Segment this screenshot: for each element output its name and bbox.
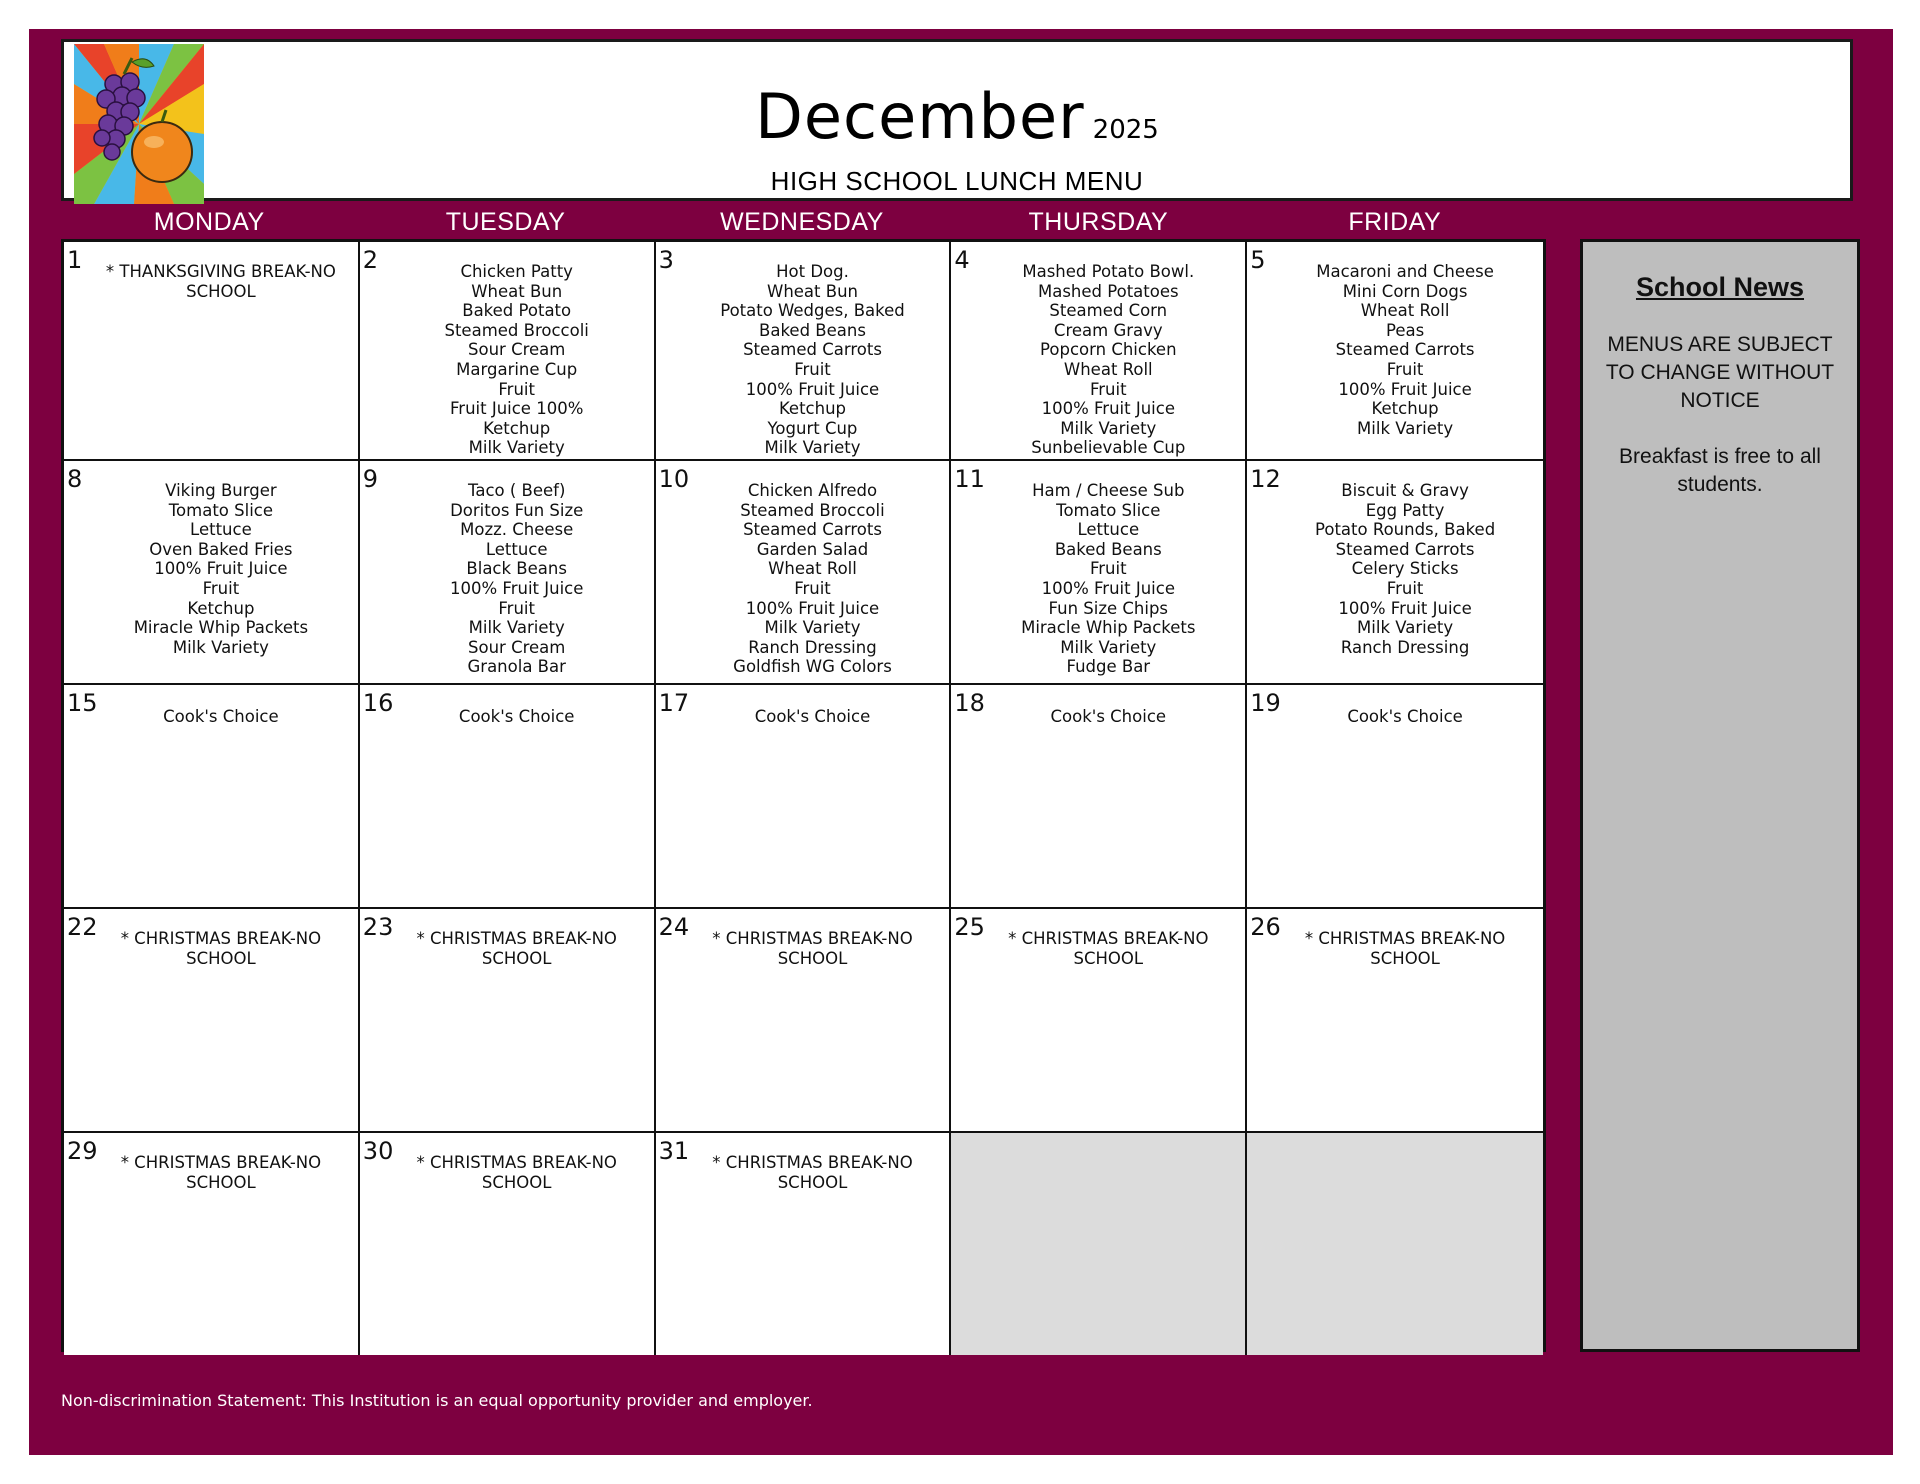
menu-item: Milk Variety [764, 438, 861, 458]
menu-item: Wheat Bun [767, 281, 858, 301]
menu-item: Fruit [1089, 379, 1127, 399]
menu-item: * CHRISTMAS BREAK-NO SCHOOL [120, 1153, 322, 1192]
menu-items [1275, 707, 1535, 727]
menu-item: Milk Variety [764, 618, 861, 638]
menu-item: Ketchup [1371, 399, 1439, 419]
day-cell [656, 242, 952, 461]
menu-item: Miracle Whip Packets [133, 618, 309, 638]
menu-items [92, 929, 350, 968]
menu-item: Hot Dog. [776, 262, 849, 281]
menu-item: Margarine Cup [456, 359, 578, 379]
menu-items [684, 707, 942, 727]
empty-day-cell [951, 1133, 1247, 1355]
day-cell [360, 1133, 656, 1355]
menu-item: Cook's Choice [163, 707, 279, 726]
menu-item: Milk Variety [172, 637, 269, 657]
menu-item: Sour Cream [468, 637, 566, 657]
menu-item: Wheat Roll [1360, 301, 1450, 321]
menu-item: Milk Variety [1357, 418, 1454, 438]
menu-item: Chicken Alfredo [747, 481, 878, 500]
news-breakfast: Breakfast is free to all students. [1619, 445, 1821, 496]
menu-items [388, 929, 646, 968]
date-number: 25 [954, 913, 985, 941]
day-cell [656, 909, 952, 1133]
menu-item: Fruit [794, 359, 831, 379]
menu-item: Fruit Juice 100% [450, 399, 584, 419]
date-number: 9 [362, 465, 379, 493]
day-cell [64, 909, 360, 1133]
menu-item: Ham / Cheese Sub [1032, 481, 1185, 500]
day-cell [64, 685, 360, 909]
menu-items [684, 481, 942, 677]
menu-item: Lettuce [190, 520, 252, 540]
menu-item: Steamed Corn [1049, 301, 1168, 321]
menu-item: * CHRISTMAS BREAK-NO SCHOOL [712, 1153, 913, 1192]
menu-item: Ranch Dressing [748, 637, 877, 657]
menu-item: Oven Baked Fries [149, 539, 293, 559]
date-number: 31 [658, 1137, 690, 1165]
menu-item: Fruit [794, 578, 831, 598]
menu-items [979, 707, 1237, 727]
menu-item: Popcorn Chicken [1040, 340, 1177, 360]
menu-items [684, 929, 942, 968]
menu-item: Lettuce [485, 539, 548, 559]
menu-item: * CHRISTMAS BREAK-NO SCHOOL [1008, 929, 1209, 968]
menu-item: Potato Wedges, Baked [720, 301, 905, 321]
month-title: December [755, 80, 1085, 153]
date-number: 19 [1250, 689, 1281, 717]
menu-item: Cook's Choice [1050, 707, 1167, 726]
menu-item: * THANKSGIVING BREAK-NO SCHOOL [105, 262, 336, 301]
date-number: 8 [67, 465, 83, 493]
menu-items [388, 262, 646, 458]
day-cell [1247, 909, 1543, 1133]
date-number: 4 [954, 246, 970, 274]
menu-item: * CHRISTMAS BREAK-NO SCHOOL [416, 1153, 617, 1192]
menu-item: 100% Fruit Juice [450, 578, 584, 598]
menu-items [388, 1153, 646, 1192]
menu-item: Fruit [1089, 559, 1127, 579]
menu-item: Garden Salad [756, 539, 869, 559]
menu-item: Mashed Potatoes [1037, 281, 1179, 301]
date-number: 3 [658, 246, 674, 274]
menu-item: Fruit [498, 598, 535, 618]
menu-item: Fudge Bar [1066, 657, 1151, 677]
menu-item: Steamed Carrots [1335, 539, 1475, 559]
date-number: 24 [658, 913, 690, 941]
day-cell [64, 1133, 360, 1355]
menu-item: Lettuce [1077, 520, 1140, 540]
menu-item: Milk Variety [468, 618, 565, 638]
menu-item: 100% Fruit Juice [745, 598, 880, 618]
menu-item: Celery Sticks [1351, 559, 1459, 579]
menu-item: Mini Corn Dogs [1342, 281, 1468, 301]
day-header: FRIDAY [1348, 208, 1442, 236]
menu-items [92, 481, 350, 657]
menu-item: Wheat Roll [1063, 359, 1153, 379]
menu-item: Goldfish WG Colors [733, 657, 892, 677]
calendar-grid [61, 239, 1546, 1352]
title-line [64, 80, 1850, 153]
menu-items [388, 481, 646, 677]
date-number: 1 [67, 246, 83, 274]
menu-item: Taco ( Beef) [467, 481, 566, 500]
menu-item: Ranch Dressing [1340, 637, 1470, 657]
menu-subtitle: HIGH SCHOOL LUNCH MENU [770, 166, 1144, 196]
date-number: 18 [954, 689, 985, 717]
date-number: 12 [1250, 465, 1281, 493]
menu-item: Cook's Choice [754, 707, 871, 726]
menu-item: Granola Bar [467, 657, 566, 677]
menu-item: 100% Fruit Juice [154, 559, 288, 579]
menu-items [92, 262, 350, 301]
menu-item: Milk Variety [1060, 637, 1157, 657]
day-cell [1247, 461, 1543, 685]
menu-item: Milk Variety [468, 438, 565, 458]
menu-item: Steamed Carrots [743, 520, 882, 540]
menu-item: 100% Fruit Juice [1041, 578, 1175, 598]
date-number: 29 [67, 1137, 98, 1165]
menu-items [684, 1153, 942, 1192]
menu-item: Steamed Carrots [743, 340, 882, 360]
day-cell [656, 461, 952, 685]
menu-item: Tomato Slice [1056, 500, 1161, 520]
menu-item: Baked Beans [759, 320, 866, 340]
day-cell [360, 685, 656, 909]
menu-item: Cook's Choice [458, 707, 575, 726]
header [61, 39, 1853, 201]
menu-items [1275, 481, 1535, 657]
menu-item: Sour Cream [468, 340, 566, 360]
empty-day-cell [1247, 1133, 1543, 1355]
day-cell [656, 1133, 952, 1355]
date-number: 22 [67, 913, 98, 941]
menu-item: Cream Gravy [1053, 320, 1163, 340]
menu-item: Ketchup [778, 399, 847, 419]
menu-item: Yogurt Cup [767, 418, 858, 438]
date-number: 17 [658, 689, 690, 717]
menu-item: Mozz. Cheese [460, 520, 574, 540]
date-number: 10 [658, 465, 690, 493]
menu-items [1275, 262, 1535, 438]
menu-item: Viking Burger [165, 481, 277, 500]
menu-item: Mashed Potato Bowl. [1022, 262, 1195, 281]
news-title: School News [1635, 272, 1805, 302]
day-cell [1247, 685, 1543, 909]
menu-item: Biscuit & Gravy [1341, 481, 1469, 500]
day-cell [360, 461, 656, 685]
menu-item: Egg Patty [1365, 500, 1445, 520]
menu-item: Fruit [498, 379, 535, 399]
menu-item: Peas [1385, 320, 1425, 340]
menu-item: Baked Beans [1054, 539, 1162, 559]
menu-item: Macaroni and Cheese [1316, 262, 1494, 281]
day-header: MONDAY [153, 208, 265, 236]
menu-item: Steamed Carrots [1335, 340, 1475, 360]
menu-item: Fruit [1386, 578, 1424, 598]
menu-items [92, 1153, 350, 1192]
day-cell [360, 909, 656, 1133]
menu-item: * CHRISTMAS BREAK-NO SCHOOL [416, 929, 617, 968]
day-cell [951, 685, 1247, 909]
menu-item: * CHRISTMAS BREAK-NO SCHOOL [712, 929, 913, 968]
day-cell [1247, 242, 1543, 461]
date-number: 23 [362, 913, 394, 941]
day-cell [951, 461, 1247, 685]
menu-items [388, 707, 646, 727]
menu-item: Fruit [1386, 359, 1424, 379]
day-cell [64, 461, 360, 685]
menu-item: Wheat Bun [471, 281, 563, 301]
menu-item: Cook's Choice [1347, 707, 1463, 726]
menu-item: Miracle Whip Packets [1021, 618, 1196, 638]
menu-item: Tomato Slice [168, 500, 274, 520]
menu-item: Ketchup [483, 418, 551, 438]
school-news-panel [1580, 239, 1860, 1352]
day-cell [951, 909, 1247, 1133]
date-number: 30 [362, 1137, 394, 1165]
date-number: 16 [362, 689, 394, 717]
menu-item: Steamed Broccoli [444, 320, 589, 340]
menu-item: * CHRISTMAS BREAK-NO SCHOOL [1304, 929, 1506, 968]
date-number: 5 [1250, 246, 1266, 274]
menu-item: Potato Rounds, Baked [1315, 520, 1496, 540]
menu-item: Ketchup [187, 598, 255, 618]
date-number: 2 [362, 246, 379, 274]
menu-item: Sunbelievable Cup [1031, 438, 1186, 458]
menu-item: 100% Fruit Juice [1338, 598, 1472, 618]
menu-item: Fruit [202, 578, 240, 598]
menu-items [979, 929, 1237, 968]
day-cell [951, 242, 1247, 461]
page-frame [29, 29, 1893, 1455]
menu-item: Fun Size Chips [1048, 598, 1169, 618]
date-number: 26 [1250, 913, 1281, 941]
menu-item: Milk Variety [1060, 418, 1157, 438]
menu-item: Wheat Roll [768, 559, 857, 579]
menu-item: 100% Fruit Juice [1041, 399, 1175, 419]
menu-item: Doritos Fun Size [450, 500, 584, 520]
year-label: 2025 [1092, 115, 1159, 145]
menu-items [979, 262, 1237, 458]
menu-items [684, 262, 942, 458]
menu-item: Baked Potato [462, 301, 572, 321]
day-headers [61, 207, 1543, 237]
day-cell [656, 685, 952, 909]
day-header: WEDNESDAY [720, 208, 884, 236]
menu-item: 100% Fruit Juice [745, 379, 880, 399]
news-notice: MENUS ARE SUBJECT TO CHANGE WITHOUT NOTICE [1605, 333, 1835, 412]
menu-item: Black Beans [466, 559, 567, 579]
menu-item: 100% Fruit Juice [1338, 379, 1472, 399]
menu-items [92, 707, 350, 727]
footer-statement: Non-discrimination Statement: This Institution is an equal opportunity provider and employer. [61, 1391, 813, 1410]
menu-items [979, 481, 1237, 677]
day-cell [64, 242, 360, 461]
day-header: TUESDAY [445, 208, 566, 236]
menu-item: Milk Variety [1357, 618, 1454, 638]
date-number: 11 [954, 465, 985, 493]
day-header: THURSDAY [1028, 208, 1169, 236]
menu-items [1275, 929, 1535, 968]
date-number: 15 [67, 689, 98, 717]
day-cell [360, 242, 656, 461]
menu-item: Chicken Patty [460, 262, 573, 281]
menu-item: * CHRISTMAS BREAK-NO SCHOOL [120, 929, 322, 968]
menu-item: Steamed Broccoli [740, 500, 885, 520]
